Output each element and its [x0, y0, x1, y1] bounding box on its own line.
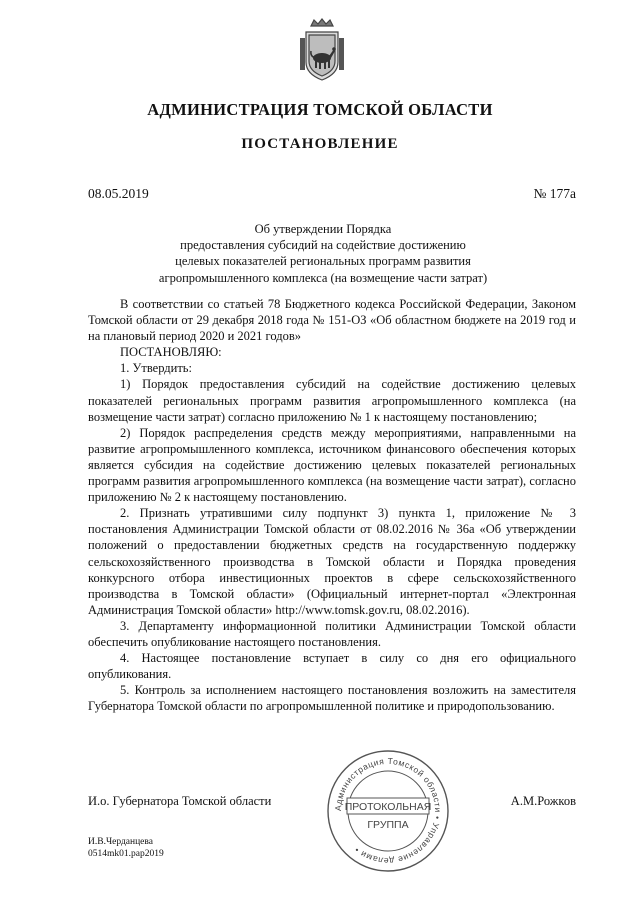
subject-line: предоставления субсидий на содействие достижению [180, 238, 466, 253]
subject-line: агропромышленного комплекса (на возмещение части затрат) [158, 270, 488, 285]
body-paragraph: 5. Контроль за исполнением настоящего постановления возложить на заместителя Губернатора Томской области по агропромышленной политике и природопользованию. [88, 683, 576, 714]
tomsk-coat-of-arms-icon [298, 18, 346, 86]
body-paragraph: ПОСТАНОВЛЯЮ: [120, 345, 222, 360]
body-paragraph: 1. Утвердить: [120, 361, 192, 376]
signer-name: А.М.Рожков [510, 794, 576, 808]
file-reference: 0514mk01.pap2019 [88, 849, 164, 859]
subject-line: целевых показателей региональных программ развития [175, 254, 471, 269]
organization-title: АДМИНИСТРАЦИЯ ТОМСКОЙ ОБЛАСТИ [147, 100, 493, 119]
executor-name: И.В.Черданцева [88, 837, 153, 847]
signer-position: И.о. Губернатора Томской области [88, 794, 272, 808]
body-paragraph: 2) Порядок распределения средств между мероприятиями, направленными на развитие агропромышленного комплекса, источником финансового обеспечения которых является субсидия на содействие достижению целевых показателей региональных программ развития агропромышленного комплекса (на возмещение части затрат), согласно приложению № 2 к настоящему постановлению. [88, 425, 576, 505]
stamp-line-2: ГРУППА [367, 819, 409, 831]
stamp-line-1: ПРОТОКОЛЬНАЯ [344, 801, 432, 813]
document-type-title: ПОСТАНОВЛЕНИЕ [241, 136, 399, 152]
body-paragraph: 3. Департаменту информационной политики Администрации Томской области обеспечить опубликование настоящего постановления. [88, 618, 576, 649]
protocol-group-stamp [325, 748, 451, 874]
document-body [88, 296, 576, 714]
body-paragraph: 4. Настоящее постановление вступает в силу со дня его официального опубликования. [88, 651, 576, 682]
body-paragraph: 2. Признать утратившими силу подпункт 3) пункта 1, приложение № 3 постановления Администрации Томской области от 08.02.2016 № 36а «Об утверждении положений о предоставлении бюджетных средств на государственную поддержку сельскохозяйственного производства в Томской области и Порядка проведения конкурсного отбора инвестиционных проектов в сфере сельскохозяйственного производства в Томской области» (Официальный интернет-портал «Электронная Администрация Томской области» http://www.tomsk.gov.ru, 08.02.2016). [88, 506, 576, 617]
document-date: 08.05.2019 [88, 186, 149, 201]
stamp-ring-text: Администрация Томской области • Управление делами • [332, 755, 444, 867]
subject-line: Об утверждении Порядка [254, 222, 392, 236]
body-paragraph: 1) Порядок предоставления субсидий на содействие достижению целевых показателей региональных программ развития агропромышленного комплекса (на возмещение части затрат) согласно приложению № 1 к настоящему постановлению; [88, 377, 576, 424]
footer-block [88, 836, 164, 860]
body-paragraph: В соответствии со статьей 78 Бюджетного кодекса Российской Федерации, Законом Томской области от 29 декабря 2018 года № 151-ОЗ «Об областном бюджете на 2019 год и на плановый период 2020 и 2021 годов» [88, 297, 576, 344]
document-subject [150, 221, 496, 286]
document-number: № 177а [533, 186, 576, 201]
